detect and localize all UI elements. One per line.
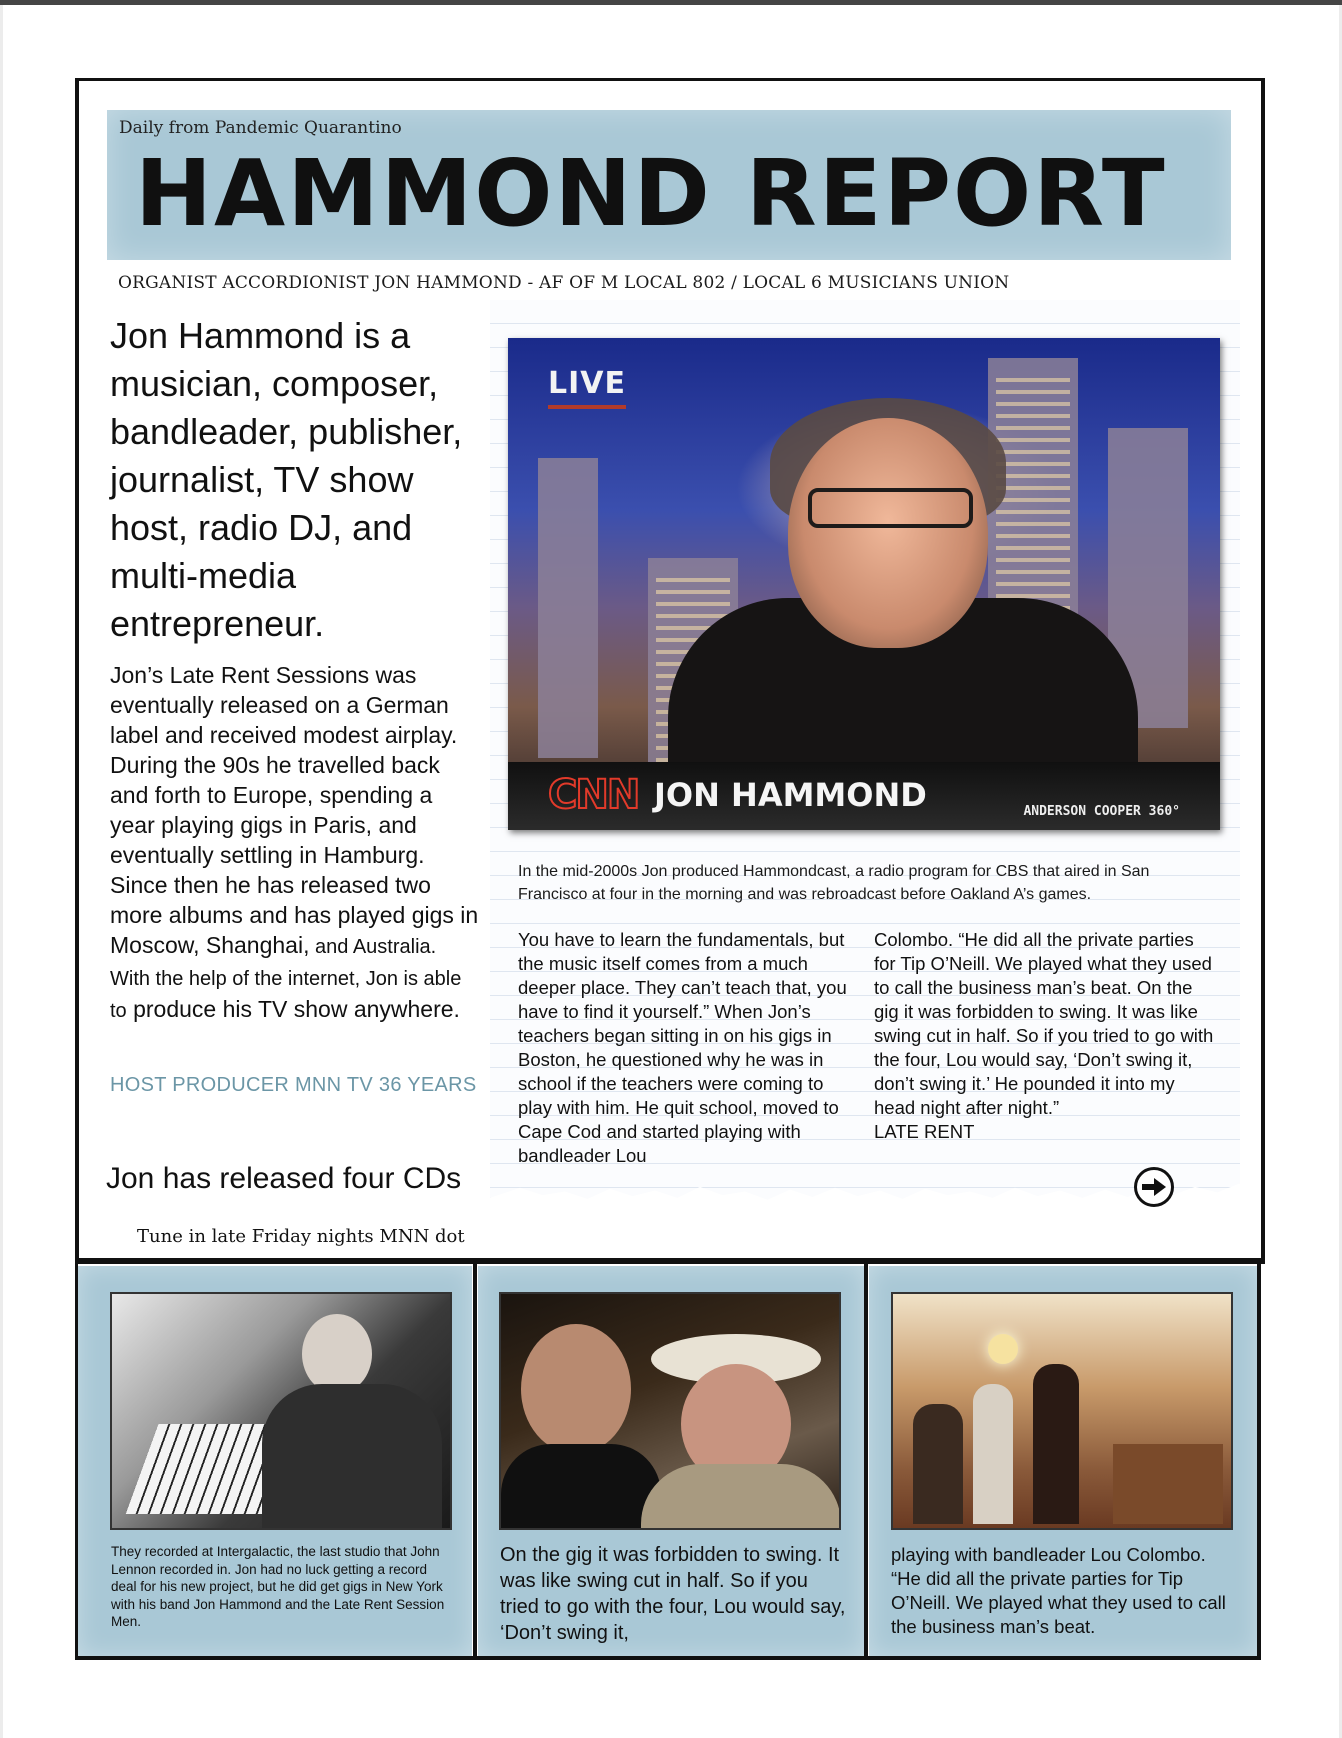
- presenter-face: [788, 418, 988, 648]
- bottom-frame-line: [75, 1656, 1261, 1660]
- bio-small-text: and Australia. With the help of the internet, Jon is able to: [110, 936, 462, 1022]
- chandelier: [988, 1334, 1018, 1364]
- hero-photo: [508, 338, 1220, 830]
- host-producer-line: HOST PRODUCER MNN TV 36 YEARS: [110, 1074, 477, 1096]
- studio-organ-photo: [110, 1292, 452, 1530]
- bio-main: Jon’s Late Rent Sessions was eventually released on a German label and received modest airplay. During the 90s he travelled back and forth to Europe, spending a year playing gigs in Paris, and eventually settling in Hamburg. Since then he has released two more albums and has played gigs in Moscow, Shanghai,: [110, 662, 479, 958]
- guitarist: [1033, 1364, 1079, 1524]
- panel-2-caption: On the gig it was forbidden to swing. It was like swing cut in half. So if you tried to go with the four, Lou would say, ‘Don’t swing it,: [500, 1544, 846, 1644]
- masthead-tagline: Daily from Pandemic Quarantino: [119, 118, 402, 138]
- older-man-shirt: [501, 1444, 661, 1530]
- late-rent-label: LATE RENT: [874, 1121, 975, 1142]
- panel-right-edge: [1257, 1258, 1261, 1658]
- union-line: ORGANIST ACCORDIONIST JON HAMMOND - AF OF M LOCAL 802 / LOCAL 6 MUSICIANS UNION: [118, 273, 1010, 293]
- presenter-glasses: [808, 488, 973, 528]
- two-men-photo: [499, 1292, 841, 1530]
- musician-face: [302, 1314, 372, 1394]
- cds-line: Jon has released four CDs: [106, 1162, 462, 1195]
- masthead-title: HAMMOND REPORT: [135, 140, 1167, 247]
- photo-caption: In the mid-2000s Jon produced Hammondcast, a radio program for CBS that aired in San Francisco at four in the morning and was rebroadcast before Oakland A’s games.: [518, 863, 1150, 903]
- panel-divider-1: [473, 1258, 477, 1658]
- article-column-right-text: Colombo. “He did all the private parties for Tip O’Neill. We played what they used to call the business man’s beat. On the gig it was forbidden to swing. It was like swing cut in half. So if you tried to go with the four, Lou would say, ‘Don’t swing it, don’t swing it.’ He pounded it into my head night after night.”: [874, 929, 1214, 1118]
- arrow-right-icon: [1141, 1177, 1167, 1197]
- cnn-logo: CNN: [548, 772, 639, 818]
- masthead: [107, 110, 1231, 260]
- article-column-right: [874, 928, 1214, 1144]
- drummer: [913, 1404, 963, 1524]
- hammond-jacket: [641, 1464, 841, 1530]
- arrow-right-circle-icon[interactable]: [1134, 1167, 1174, 1207]
- bio-text: [110, 660, 480, 1026]
- organ-cabinet: [1113, 1444, 1223, 1524]
- bio-end: produce his TV show anywhere.: [126, 996, 460, 1022]
- live-badge: LIVE: [548, 366, 626, 409]
- panel-1-caption: They recorded at Intergalactic, the last studio that John Lennon recorded in. Jon had no luck getting a record deal for his new project, but he did get gigs in New York with his band Jon Hammond and the Late Rent Session Men.: [111, 1544, 445, 1629]
- older-man-face: [521, 1324, 631, 1454]
- tune-in-line: Tune in late Friday nights MNN dot: [137, 1226, 465, 1247]
- chyron-name: JON HAMMOND: [654, 776, 927, 814]
- panel-3-caption: playing with bandleader Lou Colombo. “He did all the private parties for Tip O’Neill. We played what they used to call the business man’s beat.: [891, 1544, 1226, 1637]
- band-photo: [891, 1292, 1233, 1530]
- row-divider: [75, 1258, 1261, 1262]
- trumpet-player: [973, 1384, 1013, 1524]
- panel-divider-2: [864, 1258, 868, 1658]
- news-chyron: [508, 762, 1220, 830]
- article-column-left: You have to learn the fundamentals, but the music itself comes from a much deeper place. They can’t teach that, you have to find it yourself.” When Jon’s teachers began sitting in on his gigs in Boston, he questioned why he was in school if the teachers were coming to play with him. He quit school, moved to Cape Cod and started playing with bandleader Lou: [518, 929, 847, 1166]
- intro-headline: Jon Hammond is a musician, composer, bandleader, publisher, journalist, TV show host, radio DJ, and multi-media entrepreneur.: [110, 315, 463, 644]
- skyline-building: [538, 458, 598, 758]
- show-label: ANDERSON COOPER 360°: [1023, 804, 1180, 819]
- musician-jacket: [262, 1384, 442, 1530]
